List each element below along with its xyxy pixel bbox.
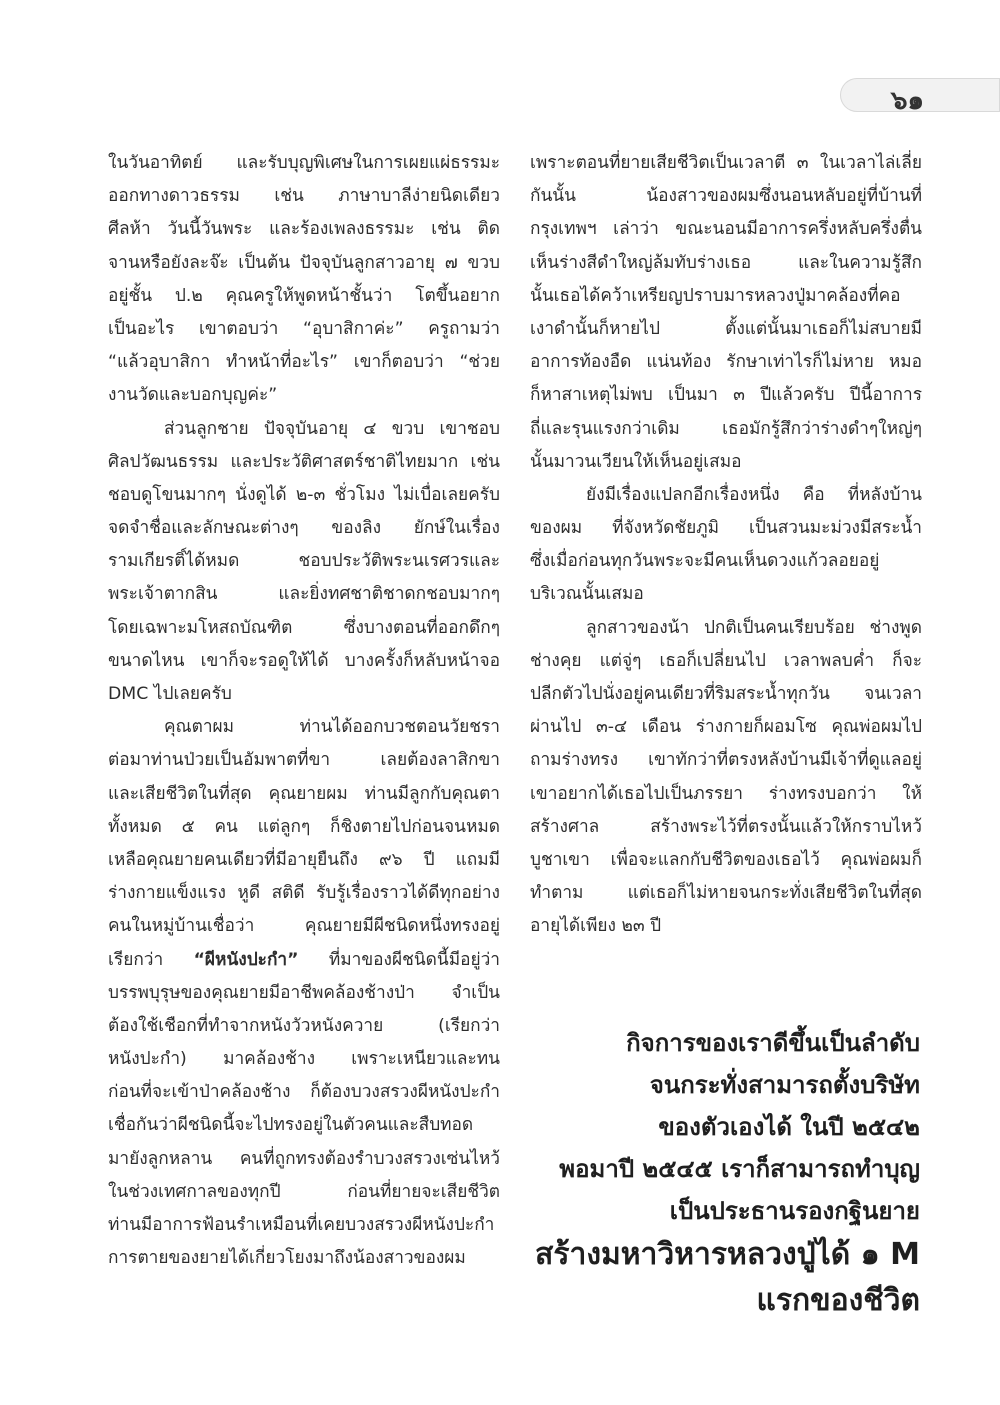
text-line: ยังมีเรื่องแปลกอีกเรื่องหนึ่ง คือ ที่หลังบ้าน: [586, 484, 922, 505]
text-line: ร่างกายแข็งแรง หูดี สติดี รับรู้เรื่องราวได้ดีทุกอย่าง: [108, 883, 500, 904]
text-line: ผ่านไป ๓-๔ เดือน ร่างกายก็ผอมโซ คุณพ่อผมไป: [530, 717, 922, 738]
text-line: เงาดำนั้นก็หายไป ตั้งแต่นั้นมาเธอก็ไม่สบายมี: [530, 318, 922, 339]
text-line: โดยเฉพาะมโหสถบัณฑิต ซึ่งบางตอนที่ออกดึกๆ: [108, 617, 500, 638]
left-column: [108, 147, 500, 1275]
text-line: สร้างศาล สร้างพระไว้ที่ตรงนั้นแล้วให้กราบไหว้: [530, 816, 922, 837]
text-line: กันนั้น น้องสาวของผมซึ่งนอนหลับอยู่ที่บ้านที่: [530, 186, 922, 207]
text-line: คุณตาผม ท่านได้ออกบวชตอนวัยชรา: [164, 717, 500, 738]
text-line: ท่านมีอาการฟ้อนรำเหมือนที่เคยบวงสรวงผีหนังปะกำ: [108, 1215, 495, 1235]
text-line: ของผม ที่จังหวัดชัยภูมิ เป็นสวนมะม่วงมีสระน้ำ: [530, 518, 922, 539]
text-line: ถามร่างทรง เขาทักว่าที่ตรงหลังบ้านมีเจ้าที่ดูแลอยู่: [530, 750, 922, 771]
pull-quote-line: สร้างมหาวิหารหลวงปู่ได้ ๑ M: [535, 1237, 920, 1272]
text-line: มายังลูกหลาน คนที่ถูกทรงต้องรำบวงสรวงเซ่นไหว้: [108, 1148, 500, 1169]
text-line: [108, 944, 500, 977]
page-number: ๖๑: [890, 86, 924, 116]
text-line: DMC ไปเลยครับ: [108, 684, 232, 704]
text-line: จดจำชื่อและลักษณะต่างๆ ของลิง ยักษ์ในเรื่อง: [108, 518, 500, 539]
text-line: เชื่อกันว่าผีชนิดนี้จะไปทรงอยู่ในตัวคนและสืบทอด: [108, 1115, 474, 1136]
emphasized-term: “ผีหนังปะกำ”: [193, 949, 299, 970]
text-line: นั้นเธอได้คว้าเหรียญปราบมารหลวงปู่มาคล้องที่คอ: [530, 285, 901, 306]
text-line: ก่อนที่จะเข้าป่าคล้องช้าง ก็ต้องบวงสรวงผีหนังปะกำ: [108, 1082, 500, 1103]
text-line: อยู่ชั้น ป.๒ คุณครูให้พูดหน้าชั้นว่า โตขึ้นอยาก: [108, 285, 500, 306]
text-line: ในช่วงเทศกาลของทุกปี ก่อนที่ยายจะเสียชีวิต: [108, 1181, 500, 1202]
text-line: ออกทางดาวธรรม เช่น ภาษาบาลีง่ายนิดเดียว: [108, 186, 500, 207]
text-line: ซึ่งเมื่อก่อนทุกวันพระจะมีคนเห็นดวงแก้วลอยอยู่: [530, 551, 880, 572]
text-line: บริเวณนั้นเสมอ: [530, 584, 644, 605]
text-line: รามเกียรติ์ได้หมด ชอบประวัติพระนเรศวรและ: [108, 551, 500, 572]
text-line: ก็หาสาเหตุไม่พบ เป็นมา ๓ ปีแล้วครับ ปีนี้อาการ: [530, 385, 922, 406]
text-line: ต้องใช้เชือกที่ทำจากหนังวัวหนังควาย (เรียกว่า: [108, 1015, 500, 1036]
text-line: คนในหมู่บ้านเชื่อว่า คุณยายมีผีชนิดหนึ่งทรงอยู่: [108, 916, 500, 937]
text-line: เป็นอะไร เขาตอบว่า “อุบาสิกาค่ะ” ครูถามว่า: [108, 318, 500, 339]
text-line: และเสียชีวิตในที่สุด คุณยายผม ท่านมีลูกกับคุณตา: [108, 783, 500, 804]
text-fragment: ที่มาของผีชนิดนี้มีอยู่ว่า: [298, 949, 500, 970]
text-line: ขนาดไหน เขาก็จะรอดูให้ได้ บางครั้งก็หลับหน้าจอ: [108, 650, 500, 671]
pull-quote: [500, 1022, 920, 1324]
text-line: บรรพบุรุษของคุณยายมีอาชีพคล้องช้างป่า จำเป็น: [108, 982, 500, 1003]
text-line: งานวัดและบอกบุญค่ะ”: [108, 385, 278, 406]
pull-quote-line: เป็นประธานรองกฐินยาย: [669, 1197, 920, 1225]
pull-quote-line: แรกของชีวิต: [756, 1283, 920, 1318]
text-line: กรุงเทพฯ เล่าว่า ขณะนอนมีอาการครึ่งหลับครึ่งตื่น: [530, 219, 922, 240]
pull-quote-line: ของตัวเองได้ ในปี ๒๕๔๒: [658, 1113, 920, 1141]
text-line: บูชาเขา เพื่อจะแลกกับชีวิตของเธอไว้ คุณพ่อผมก็: [530, 849, 922, 870]
text-line: หนังปะกำ) มาคล้องช้าง เพราะเหนียวและทน: [108, 1049, 500, 1070]
pull-quote-line: พอมาปี ๒๕๔๕ เราก็สามารถทำบุญ: [559, 1155, 920, 1183]
text-line: ศีลห้า วันนี้วันพระ และร้องเพลงธรรมะ เช่น ติด: [108, 219, 500, 240]
text-line: ช่างคุย แต่จู่ๆ เธอก็เปลี่ยนไป เวลาพลบค่ำ ก็จะ: [530, 650, 922, 671]
text-line: ชอบดูโขนมากๆ นั่งดูได้ ๒-๓ ชั่วโมง ไม่เบื่อเลยครับ: [108, 484, 500, 505]
text-line: อาการท้องอืด แน่นท้อง รักษาเท่าไรก็ไม่หาย หมอ: [530, 352, 922, 373]
text-line: เห็นร่างสีดำใหญ่ล้มทับร่างเธอ และในความรู้สึก: [530, 252, 922, 273]
text-fragment: เรียกว่า: [108, 949, 194, 970]
text-line: จานหรือยังละจ๊ะ เป็นต้น ปัจจุบันลูกสาวอายุ ๗ ขวบ: [108, 252, 500, 273]
text-line: นั้นมาวนเวียนให้เห็นอยู่เสมอ: [530, 451, 742, 472]
text-line: พระเจ้าตากสิน และยิ่งทศชาติชาดกชอบมากๆ: [108, 584, 500, 605]
text-line: ต่อมาท่านป่วยเป็นอัมพาตที่ขา เลยต้องลาสิกขา: [108, 750, 500, 771]
text-line: ถี่และรุนแรงกว่าเดิม เธอมักรู้สึกว่าร่างดำๆใหญ่ๆ: [530, 418, 922, 439]
pull-quote-line: กิจการของเราดีขึ้นเป็นลำดับ: [626, 1029, 920, 1057]
text-line: ส่วนลูกชาย ปัจจุบันอายุ ๔ ขวบ เขาชอบ: [164, 418, 500, 439]
text-line: ปลีกตัวไปนั่งอยู่คนเดียวที่ริมสระน้ำทุกวัน จนเวลา: [530, 684, 922, 704]
text-line: ทำตาม แต่เธอก็ไม่หายจนกระทั่งเสียชีวิตในที่สุด: [530, 883, 922, 904]
right-column: [530, 147, 922, 944]
text-line: เพราะตอนที่ยายเสียชีวิตเป็นเวลาตี ๓ ในเวลาไล่เลี่ย: [530, 153, 922, 173]
text-line: ลูกสาวของน้า ปกติเป็นคนเรียบร้อย ช่างพูด: [586, 617, 922, 638]
text-line: ศิลปวัฒนธรรม และประวัติศาสตร์ชาติไทยมาก เช่น: [108, 451, 500, 472]
text-line: อายุได้เพียง ๒๓ ปี: [530, 916, 662, 937]
pull-quote-line: จนกระทั่งสามารถตั้งบริษัท: [649, 1071, 920, 1099]
text-line: การตายของยายได้เกี่ยวโยงมาถึงน้องสาวของผม: [108, 1248, 466, 1269]
text-line: ทั้งหมด ๕ คน แต่ลูกๆ ก็ชิงตายไปก่อนจนหมด: [108, 816, 500, 837]
text-line: เหลือคุณยายคนเดียวที่มีอายุยืนถึง ๙๖ ปี แถมมี: [108, 849, 500, 870]
text-line: ในวันอาทิตย์ และรับบุญพิเศษในการเผยแผ่ธรรมะ: [108, 153, 500, 173]
text-line: เขาอยากได้เธอไปเป็นภรรยา ร่างทรงบอกว่า ให้: [530, 783, 922, 804]
text-line: “แล้วอุบาสิกา ทำหน้าที่อะไร” เขาก็ตอบว่า “ช่วย: [108, 352, 500, 373]
